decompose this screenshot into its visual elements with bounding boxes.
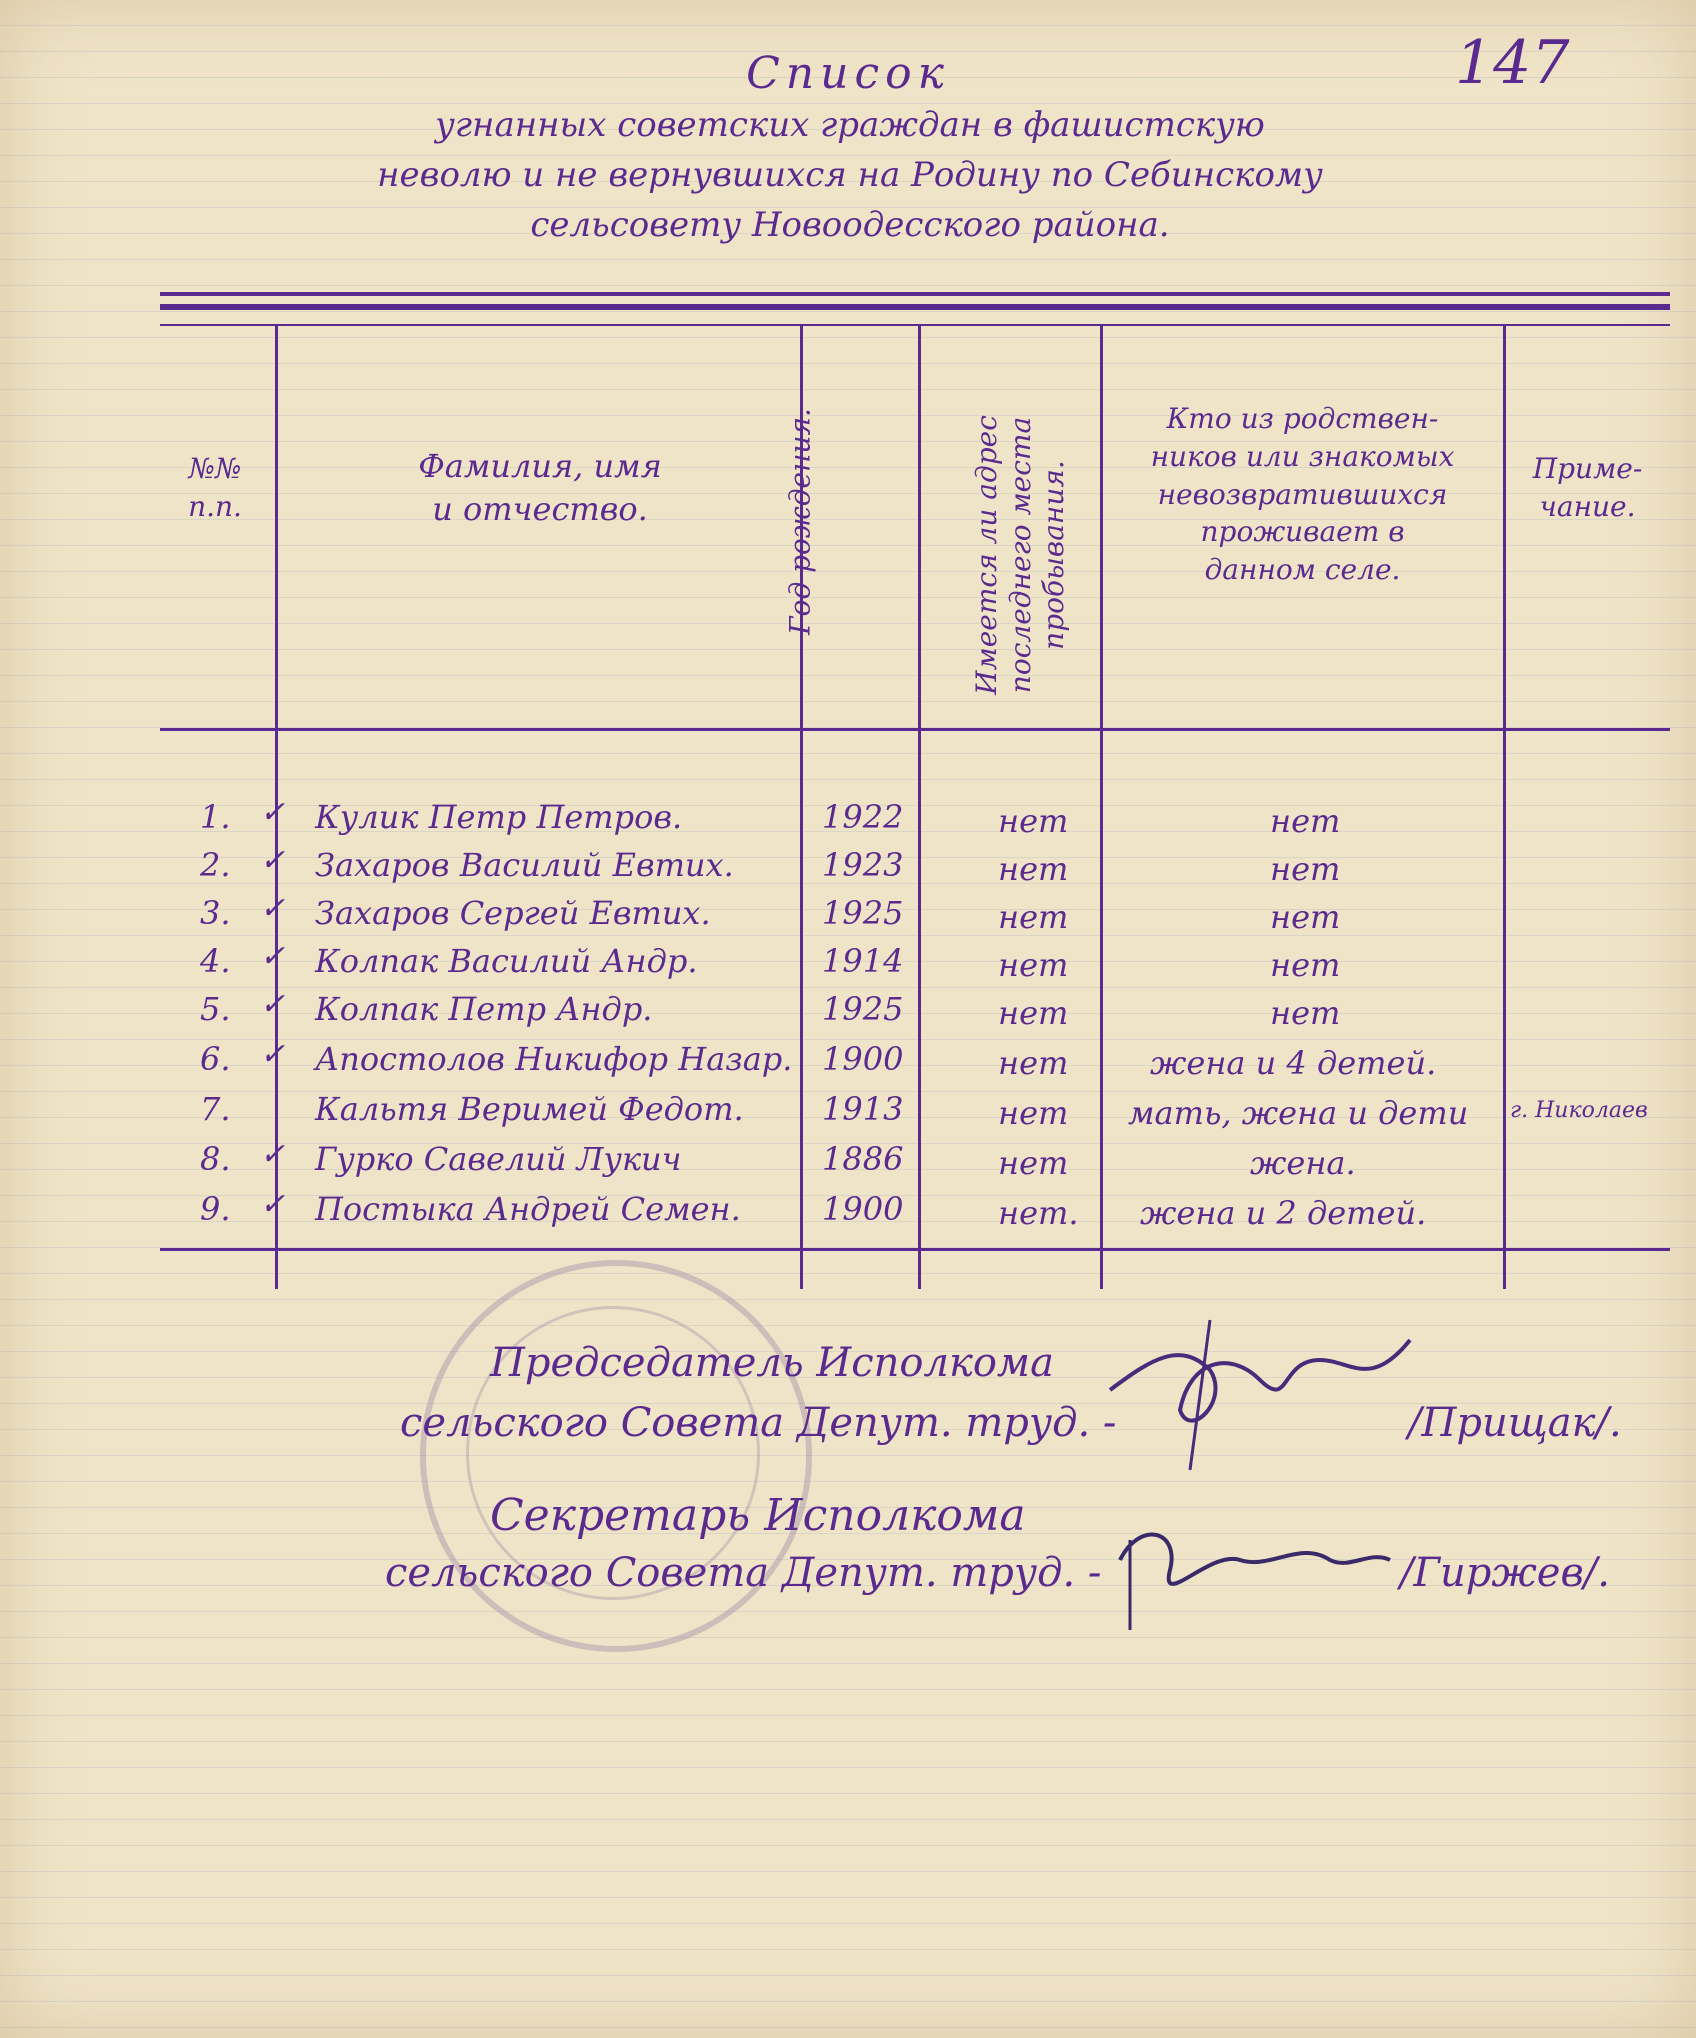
header-number: №№ п.п. <box>188 452 242 523</box>
table-bottom-rule <box>160 1248 1670 1251</box>
document-page: 147 Список угнанных советских граждан в фашистскую неволю и не вернувшихся на Родину по Себинскому сельсовету Новоодесского района. №№ п.п. Фамилия, имя и отчество. Год рождения. Имеется ли адрес последнего места пробывания. Кто из родствен- ников или знакомых невозвратившихся проживает в данном селе. Приме- чание. 1. ✓ Кулик Петр Петров. 1922 нет нет 2. ✓ Захаров Василий Евтих. 1923 нет нет 3. ✓ Захаров Сергей Евтих. 1925 нет нет 4. ✓ Колпак Василий Андр. 1914 нет нет 5. ✓ Колпак Петр Андр. 1925 нет нет 6. ✓ Апостолов Никифор Назар. 1900 нет жена и 4 детей. 7. Кальтя Веримей Федот. 1913 нет мать, жена и дети г. Николаев 8. ✓ Гурко Савелий Лукич 1886 нет жена. 9. ✓ Постыка Андрей Семен. 1900 нет. жена и 2 детей. Председатель Исполкома сельского Совета Депут. труд. - /Прищак/. Секретарь Исполкома сельского Совета Депут. труд. - /Гиржев/. <box>0 0 1696 2038</box>
header-birth-year: Год рождения. <box>783 408 817 635</box>
chairman-title-line-2: сельского Совета Депут. труд. - <box>400 1400 1117 1446</box>
secretary-title-line-2: сельского Совета Депут. труд. - <box>385 1550 1102 1596</box>
table-header-bottom-rule <box>160 728 1670 731</box>
column-divider <box>918 324 921 1289</box>
subtitle-line-3: сельсовету Новоодесского района. <box>530 205 1170 245</box>
table-top-rule <box>160 292 1670 296</box>
document-title: Список <box>746 48 950 99</box>
chairman-name: /Прищак/. <box>1408 1400 1622 1446</box>
secretary-title-line-1: Секретарь Исполкома <box>490 1490 1026 1541</box>
subtitle-line-2: неволю и не вернувшихся на Родину по Себинскому <box>377 155 1323 195</box>
header-last-address: Имеется ли адрес последнего места пробывания. <box>970 415 1071 695</box>
secretary-name: /Гиржев/. <box>1400 1550 1610 1596</box>
secretary-signature <box>1100 1500 1400 1640</box>
chairman-title-line-1: Председатель Исполкома <box>490 1340 1054 1386</box>
header-full-name: Фамилия, имя и отчество. <box>418 447 662 529</box>
table-top-rule-thick <box>160 304 1670 310</box>
column-divider <box>1100 324 1103 1289</box>
chairman-signature <box>1090 1300 1430 1480</box>
header-relatives: Кто из родствен- ников или знакомых невозвратившихся проживает в данном селе. <box>1150 402 1455 587</box>
table-header-top-rule <box>160 324 1670 326</box>
archive-sheet-number: 147 <box>1455 28 1570 98</box>
subtitle-line-1: угнанных советских граждан в фашистскую <box>435 105 1265 145</box>
header-note: Приме- чание. <box>1532 452 1643 523</box>
